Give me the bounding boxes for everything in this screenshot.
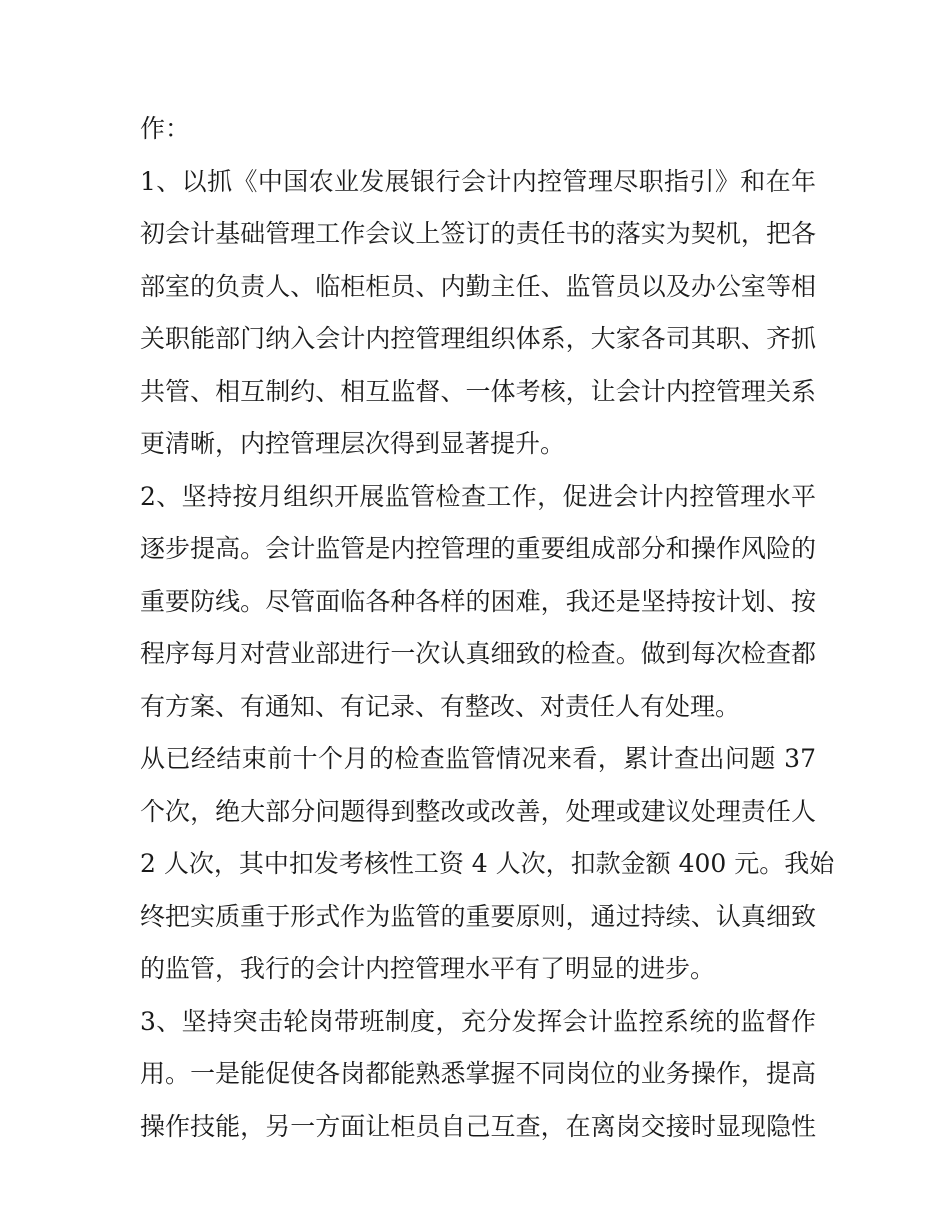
text-line: 作： (140, 114, 191, 143)
text-line: 操作技能，另一方面让柜员自己互查，在离岗交接时显现隐性 (140, 1111, 816, 1141)
text-line: 重要防线。尽管面临各种各样的困难，我还是坚持按计划、按 (140, 586, 816, 616)
document-body (140, 110, 835, 1160)
text-line: 初会计基础管理工作会议上签订的责任书的落实为契机，把各 (140, 219, 816, 248)
text-line: 更清晰，内控管理层次得到显著提升。 (140, 429, 566, 458)
text-line: 2 人次，其中扣发考核性工资 4 人次，扣款金额 400 元。我始 (140, 849, 835, 878)
text-line: 逐步提高。会计监管是内控管理的重要组成部分和操作风险的 (140, 534, 816, 563)
text-line: 共管、相互制约、相互监督、一体考核，让会计内控管理关系 (140, 376, 816, 406)
text-line: 用。一是能促使各岗都能熟悉掌握不同岗位的业务操作，提高 (140, 1059, 816, 1088)
text-line: 3、坚持突击轮岗带班制度，充分发挥会计监控系统的监督作 (140, 1006, 816, 1036)
text-line: 2、坚持按月组织开展监管检查工作，促进会计内控管理水平 (140, 481, 816, 511)
text-line: 的监管，我行的会计内控管理水平有了明显的进步。 (140, 954, 716, 983)
text-line: 1、以抓《中国农业发展银行会计内控管理尽职指引》和在年 (140, 166, 816, 196)
text-line: 部室的负责人、临柜柜员、内勤主任、监管员以及办公室等相 (140, 271, 816, 301)
text-line: 终把实质重于形式作为监管的重要原则，通过持续、认真细致 (140, 901, 816, 931)
text-line: 从已经结束前十个月的检查监管情况来看，累计查出问题 37 (140, 744, 816, 773)
text-line: 程序每月对营业部进行一次认真细致的检查。做到每次检查都 (140, 639, 816, 668)
text-line: 有方案、有通知、有记录、有整改、对责任人有处理。 (140, 691, 741, 721)
text-line: 个次，绝大部分问题得到整改或改善，处理或建议处理责任人 (140, 796, 816, 826)
text-line: 关职能部门纳入会计内控管理组织体系，大家各司其职、齐抓 (140, 324, 816, 353)
